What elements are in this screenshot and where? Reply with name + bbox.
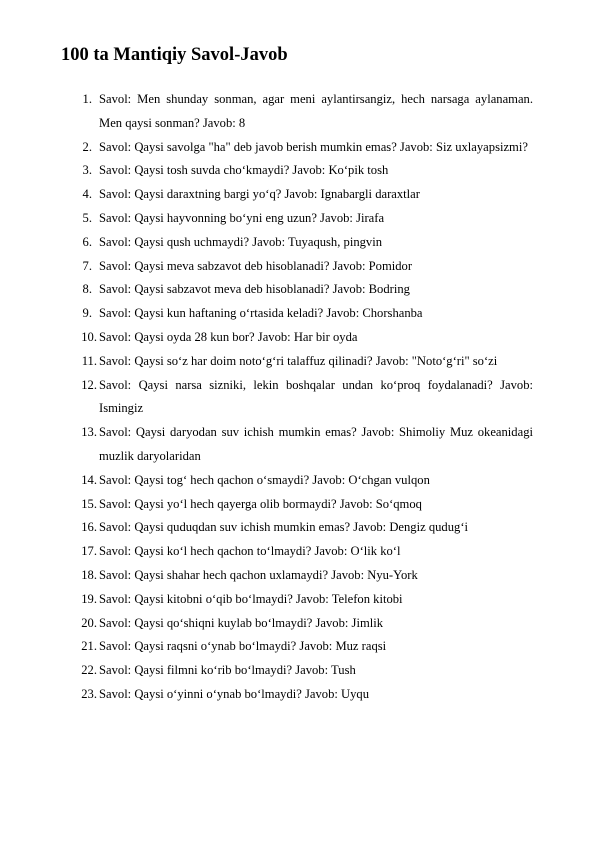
list-item bbox=[71, 88, 533, 136]
item-text: Savol: Qaysi raqsni o‘ynab bo‘lmaydi? Javob: Muz raqsi bbox=[99, 639, 387, 654]
list-item bbox=[71, 278, 533, 302]
item-text: Savol: Men shunday sonman, agar meni aylantirsangiz, hech narsaga aylanaman. Men qaysi sonman? Javob: 8 bbox=[99, 92, 533, 130]
list-item bbox=[71, 540, 533, 564]
question-answer-list bbox=[71, 88, 533, 707]
item-number: 18. bbox=[81, 567, 97, 582]
item-text: Savol: Qaysi savolga "ha" deb javob berish mumkin emas? Javob: Siz uxlayapsizmi? bbox=[99, 139, 528, 154]
item-text: Savol: Qaysi quduqdan suv ichish mumkin emas? Javob: Dengiz qudug‘i bbox=[99, 520, 469, 535]
list-item bbox=[71, 326, 533, 350]
item-number: 3. bbox=[82, 163, 92, 178]
list-item bbox=[71, 659, 533, 683]
item-text: Savol: Qaysi tog‘ hech qachon o‘smaydi? Javob: O‘chgan vulqon bbox=[99, 472, 430, 487]
list-item bbox=[71, 421, 533, 469]
list-item bbox=[71, 469, 533, 493]
item-number: 15. bbox=[81, 496, 97, 511]
item-text: Savol: Qaysi yo‘l hech qayerga olib bormaydi? Javob: So‘qmoq bbox=[99, 496, 422, 511]
list-item bbox=[71, 493, 533, 517]
list-item bbox=[71, 302, 533, 326]
item-text: Savol: Qaysi daraxtning bargi yo‘q? Javob: Ignabargli daraxtlar bbox=[99, 187, 420, 202]
list-item bbox=[71, 588, 533, 612]
list-item bbox=[71, 207, 533, 231]
list-item bbox=[71, 255, 533, 279]
item-text: Savol: Qaysi ko‘l hech qachon to‘lmaydi? Javob: O‘lik ko‘l bbox=[99, 544, 401, 559]
item-text: Savol: Qaysi filmni ko‘rib bo‘lmaydi? Javob: Tush bbox=[99, 663, 356, 678]
item-number: 16. bbox=[81, 520, 97, 535]
item-number: 22. bbox=[81, 663, 97, 678]
list-item bbox=[71, 612, 533, 636]
list-item bbox=[71, 635, 533, 659]
item-text: Savol: Qaysi tosh suvda cho‘kmaydi? Javob: Ko‘pik tosh bbox=[99, 163, 389, 178]
item-number: 2. bbox=[82, 139, 92, 154]
item-number: 4. bbox=[82, 187, 92, 202]
list-item bbox=[71, 159, 533, 183]
item-text: Savol: Qaysi qush uchmaydi? Javob: Tuyaqush, pingvin bbox=[99, 234, 383, 249]
item-text: Savol: Qaysi oyda 28 kun bor? Javob: Har bir oyda bbox=[99, 329, 358, 344]
item-text: Savol: Qaysi qo‘shiqni kuylab bo‘lmaydi? Javob: Jimlik bbox=[99, 615, 384, 630]
item-number: 10. bbox=[81, 329, 97, 344]
list-item bbox=[71, 136, 533, 160]
item-text: Savol: Qaysi meva sabzavot deb hisoblanadi? Javob: Pomidor bbox=[99, 258, 413, 273]
list-item bbox=[71, 516, 533, 540]
item-number: 8. bbox=[82, 282, 92, 297]
item-number: 23. bbox=[81, 686, 97, 701]
item-number: 1. bbox=[82, 92, 92, 106]
item-number: 14. bbox=[81, 472, 97, 487]
item-number: 7. bbox=[82, 258, 92, 273]
item-number: 6. bbox=[82, 234, 92, 249]
item-text: Savol: Qaysi daryodan suv ichish mumkin emas? Javob: Shimoliy Muz okeanidagi muzlik daryolaridan bbox=[99, 425, 533, 463]
item-text: Savol: Qaysi narsa sizniki, lekin boshqalar undan ko‘proq foydalanadi? Javob: Ismingiz bbox=[99, 377, 533, 416]
item-number: 13. bbox=[81, 425, 97, 440]
item-number: 21. bbox=[81, 639, 97, 654]
item-number: 19. bbox=[81, 591, 97, 606]
item-number: 17. bbox=[81, 544, 97, 559]
document-title: 100 ta Mantiqiy Savol-Javob bbox=[61, 45, 288, 65]
list-item bbox=[71, 374, 533, 422]
item-number: 20. bbox=[81, 615, 97, 630]
list-item bbox=[71, 564, 533, 588]
item-text: Savol: Qaysi kitobni o‘qib bo‘lmaydi? Javob: Telefon kitobi bbox=[99, 591, 403, 606]
item-text: Savol: Qaysi hayvonning bo‘yni eng uzun? Javob: Jirafa bbox=[99, 210, 385, 225]
list-item bbox=[71, 683, 533, 707]
item-number: 11. bbox=[81, 353, 97, 368]
item-text: Savol: Qaysi shahar hech qachon uxlamaydi? Javob: Nyu-York bbox=[99, 567, 418, 582]
item-text: Savol: Qaysi so‘z har doim noto‘g‘ri talaffuz qilinadi? Javob: "Noto‘g‘ri" so‘zi bbox=[99, 353, 498, 368]
item-text: Savol: Qaysi kun haftaning o‘rtasida keladi? Javob: Chorshanba bbox=[99, 306, 423, 321]
list-item bbox=[71, 183, 533, 207]
item-number: 9. bbox=[82, 306, 92, 321]
item-text: Savol: Qaysi sabzavot meva deb hisoblanadi? Javob: Bodring bbox=[99, 282, 410, 297]
item-number: 12. bbox=[81, 377, 97, 392]
item-text: Savol: Qaysi o‘yinni o‘ynab bo‘lmaydi? Javob: Uyqu bbox=[99, 686, 370, 701]
list-item bbox=[71, 231, 533, 255]
list-item bbox=[71, 350, 533, 374]
item-number: 5. bbox=[82, 210, 92, 225]
